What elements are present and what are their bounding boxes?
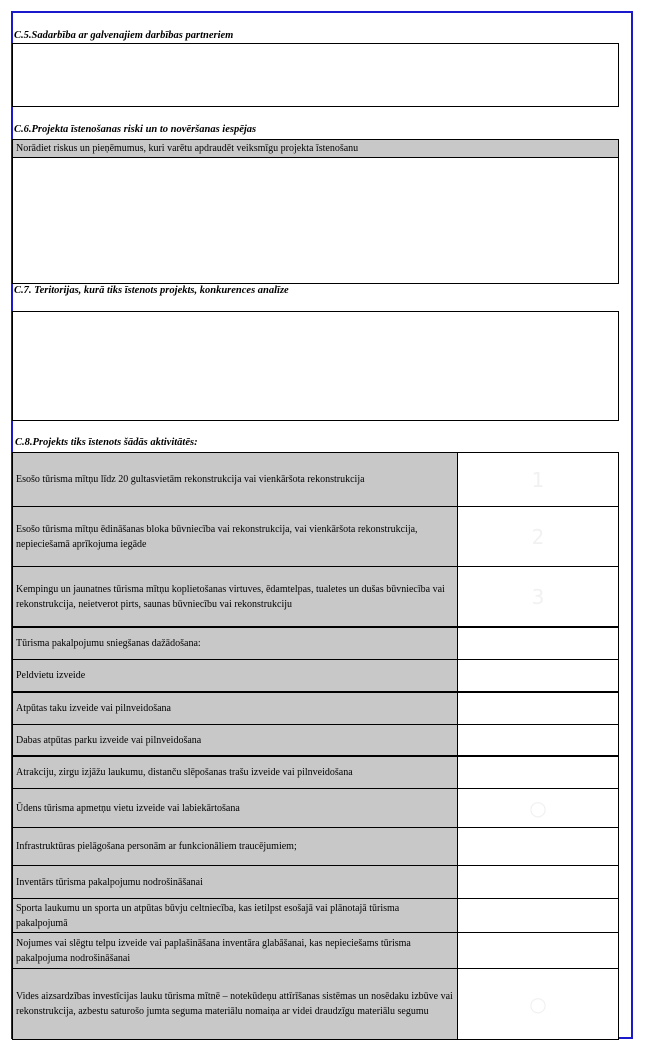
activity-checkbox[interactable] — [458, 828, 619, 865]
activity-checkbox[interactable] — [458, 866, 619, 898]
section-c7-title: C.7. Teritorijas, kurā tiks īstenots projekts, konkurences analīze — [14, 285, 289, 296]
activity-row — [13, 507, 619, 567]
activity-label: Ūdens tūrisma apmetņu vietu izveide vai labiekārtošana — [13, 789, 458, 827]
activity-label: Atpūtas taku izveide vai pilnveidošana — [13, 693, 458, 724]
activity-checkbox[interactable] — [458, 789, 619, 827]
activity-checkbox[interactable] — [458, 725, 619, 755]
activity-row — [13, 725, 619, 757]
activity-label: Sporta laukumu un sporta un atpūtas būvju celtniecība, kas ietilpst esošajā vai plānotajā tūrisma pakalpojumā — [13, 899, 458, 932]
activity-checkbox[interactable] — [458, 757, 619, 788]
section-c6-hint: Norādiet riskus un pieņēmumus, kuri varētu apdraudēt veiksmīgu projekta īstenošanu — [12, 139, 619, 158]
activity-mark: 1 — [531, 467, 545, 492]
activity-label: Atrakciju, zirgu izjāžu laukumu, distanču slēpošanas trašu izveide vai pilnveidošana — [13, 757, 458, 788]
activity-mark: ○ — [529, 992, 547, 1016]
section-c8-title: C.8.Projekts tiks īstenots šādās aktivitātēs: — [15, 437, 198, 448]
activity-row — [13, 660, 619, 693]
activity-label: Peldvietu izveide — [13, 660, 458, 691]
section-c7-textarea[interactable] — [12, 311, 619, 421]
activity-row — [13, 789, 619, 828]
activity-label: Esošo tūrisma mītņu līdz 20 gultasvietām rekonstrukcija vai vienkāršota rekonstrukcija — [13, 453, 458, 506]
activity-label: Dabas atpūtas parku izveide vai pilnveidošana — [13, 725, 458, 755]
activity-mark: ○ — [529, 796, 547, 820]
activity-row — [13, 899, 619, 933]
activity-row — [13, 693, 619, 725]
activity-label: Vides aizsardzības investīcijas lauku tūrisma mītnē – notekūdeņu attīrīšanas sistēmas un nosēdaku izbūve vai rekonstrukcija, azbestu saturošo jumta seguma materiālu nomaiņa ar videi draudzīgu materiālu segumu — [13, 969, 458, 1039]
activity-mark: 3 — [531, 584, 545, 609]
activity-checkbox[interactable] — [458, 507, 619, 566]
activity-label: Infrastruktūras pielāgošana personām ar funkcionāliem traucējumiem; — [13, 828, 458, 865]
activity-label: Inventārs tūrisma pakalpojumu nodrošināšanai — [13, 866, 458, 898]
activity-checkbox[interactable] — [458, 567, 619, 626]
activities-table — [12, 452, 619, 1040]
activity-row — [13, 933, 619, 969]
section-c6-textarea[interactable] — [12, 157, 619, 284]
activity-checkbox[interactable] — [458, 453, 619, 506]
activity-row — [13, 567, 619, 628]
activity-row — [13, 969, 619, 1040]
activity-checkbox[interactable] — [458, 899, 619, 932]
activity-label: Esošo tūrisma mītņu ēdināšanas bloka būvniecība vai rekonstrukcija, vai vienkāršota rekonstrukcija, nepieciešamā aprīkojuma iegāde — [13, 507, 458, 566]
activity-row — [13, 828, 619, 866]
activity-row — [13, 453, 619, 507]
section-c6-title: C.6.Projekta īstenošanas riski un to novēršanas iespējas — [14, 124, 257, 135]
activity-row — [13, 628, 619, 660]
activity-checkbox[interactable] — [458, 660, 619, 691]
activity-label: Nojumes vai slēgtu telpu izveide vai paplašināšana inventāra glabāšanai, kas nepieciešams tūrisma pakalpojuma nodrošināšanai — [13, 933, 458, 968]
activity-label: Tūrisma pakalpojumu sniegšanas dažādošana: — [13, 628, 458, 659]
section-c5-title: C.5.Sadarbība ar galvenajiem darbības partneriem — [14, 30, 234, 41]
activity-row — [13, 757, 619, 789]
activity-label: Kempingu un jaunatnes tūrisma mītņu koplietošanas virtuves, ēdamtelpas, tualetes un dušas būvniecība vai rekonstrukcija, neietverot pirts, saunas būvniecību vai rekonstrukciju — [13, 567, 458, 626]
activity-checkbox[interactable] — [458, 933, 619, 968]
activity-mark: 2 — [531, 524, 545, 549]
activity-checkbox[interactable] — [458, 969, 619, 1039]
activity-checkbox[interactable] — [458, 628, 619, 659]
activity-row — [13, 866, 619, 899]
section-c5-textarea[interactable] — [12, 43, 619, 107]
activity-checkbox[interactable] — [458, 693, 619, 724]
